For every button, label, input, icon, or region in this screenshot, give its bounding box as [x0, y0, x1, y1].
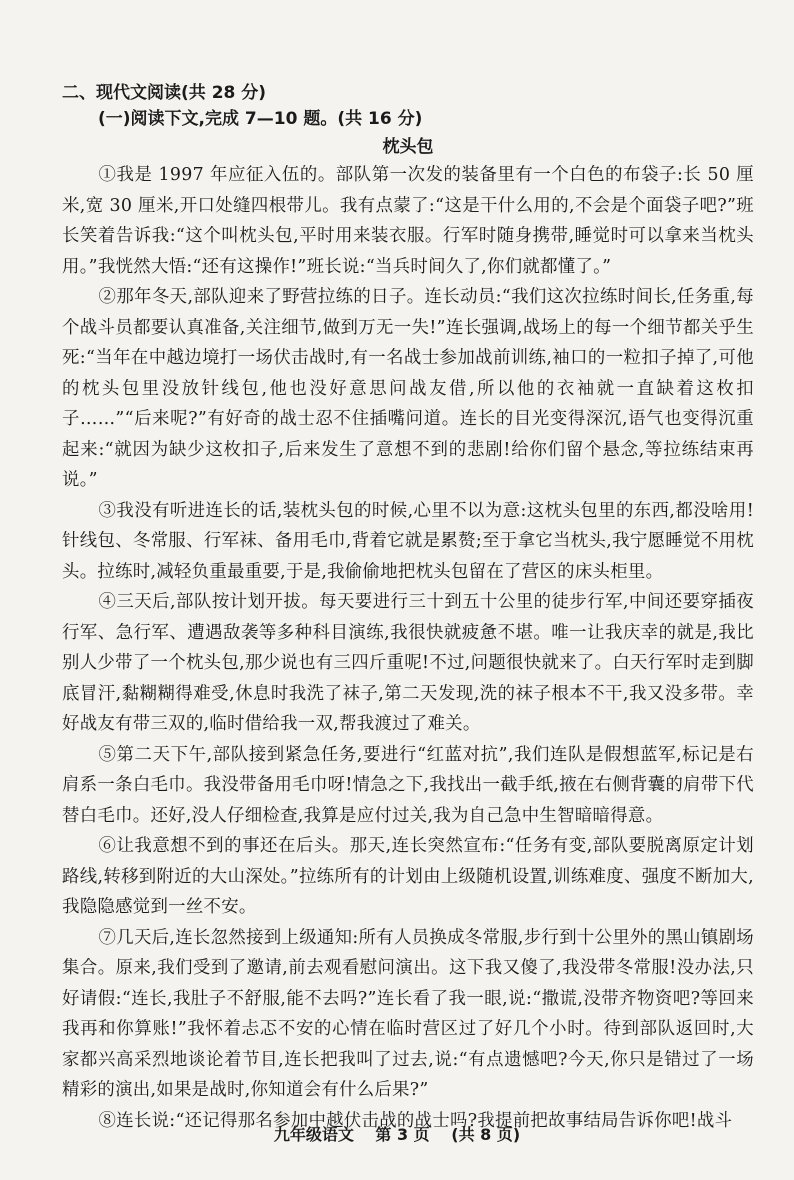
paragraph-1: ①我是 1997 年应征入伍的。部队第一次发的装备里有一个白色的布袋子:长 50 厘米,宽 30 厘米,开口处缝四根带儿。我有点蒙了:“这是干什么用的,不会是个面袋子吧?”班长笑着告诉我:“这个叫枕头包,平时用来装衣服。行军时随身携带,睡觉时可以拿来当枕头用。”我恍然大悟:“还有这操作!”班长说:“当兵时间久了,你们就都懂了。”: [62, 165, 754, 277]
footer-total-pages: (共 8 页): [451, 1125, 521, 1144]
footer-page-number: 第 3 页: [375, 1125, 430, 1144]
paragraph-5: ⑤第二天下午,部队接到紧急任务,要进行“红蓝对抗”,我们连队是假想蓝军,标记是右肩系一条白毛巾。我没带备用毛巾呀!情急之下,我找出一截手纸,掖在右侧背囊的肩带下代替白毛巾。还好,没人仔细检查,我算是应付过关,我为自己急中生智暗暗得意。: [62, 744, 754, 826]
paragraph-6: ⑥让我意想不到的事还在后头。那天,连长突然宣布:“任务有变,部队要脱离原定计划路线,转移到附近的大山深处。”拉练所有的计划由上级随机设置,训练难度、强度不断加大,我隐隐感觉到一丝不安。: [62, 836, 754, 917]
footer-subject: 九年级语文: [273, 1125, 354, 1144]
paragraph-7: ⑦几天后,连长忽然接到上级通知:所有人员换成冬常服,步行到十公里外的黑山镇剧场集合。原来,我们受到了邀请,前去观看慰问演出。这下我又傻了,我没带冬常服!没办法,只好请假:“连长,我肚子不舒服,能不去吗?”连长看了我一眼,说:“撒谎,没带齐物资吧?等回来我再和你算账!”我怀着忐忑不安的心情在临时营区过了好几个小时。待到部队返回时,大家都兴高采烈地谈论着节目,连长把我叫了过去,说:“有点遗憾吧?今天,你只是错过了一场精彩的演出,如果是战时,你知道会有什么后果?”: [62, 927, 754, 1100]
paragraph-8: ⑧连长说:“还记得那名参加中越伏击战的战士吗?我提前把故事结局告诉你吧!战斗: [98, 1110, 733, 1131]
article-title: 枕头包: [382, 137, 434, 157]
subsection-heading: (一)阅读下文,完成 7—10 题。(共 16 分): [98, 109, 423, 129]
paragraph-4: ④三天后,部队按计划开拔。每天要进行三十到五十公里的徒步行军,中间还要穿插夜行军、急行军、遭遇敌袭等多种科目演练,我很快就疲惫不堪。唯一让我庆幸的就是,我比别人少带了一个枕头包,那少说也有三四斤重呢!不过,问题很快就来了。白天行军时走到脚底冒汗,黏糊糊得难受,休息时我洗了袜子,第二天发现,洗的袜子根本不干,我又没多带。幸好战友有带三双的,临时借给我一双,帮我渡过了难关。: [62, 592, 754, 734]
page-footer: [0, 1122, 794, 1145]
paragraph-3: ③我没有听进连长的话,装枕头包的时候,心里不以为意:这枕头包里的东西,都没啥用!针线包、冬常服、行军袜、备用毛巾,背着它就是累赘;至于拿它当枕头,我宁愿睡觉不用枕头。拉练时,减轻负重最重要,于是,我偷偷地把枕头包留在了营区的床头柜里。: [62, 500, 754, 582]
section-heading: 二、现代文阅读(共 28 分): [62, 83, 267, 103]
article-body: [62, 160, 754, 1136]
paragraph-2: ②那年冬天,部队迎来了野营拉练的日子。连长动员:“我们这次拉练时间长,任务重,每个战斗员都要认真准备,关注细节,做到万无一失!”连长强调,战场上的每一个细节都关乎生死:“当年在中越边境打一场伏击战时,有一名战士参加战前训练,袖口的一粒扣子掉了,可他的枕头包里没放针线包,他也没好意思问战友借,所以他的衣袖就一直缺着这枚扣子……”“后来呢?”有好奇的战士忍不住插嘴问道。连长的目光变得深沉,语气也变得沉重起来:“就因为缺少这枚扣子,后来发生了意想不到的悲剧!给你们留个悬念,等拉练结束再说。”: [62, 287, 754, 490]
